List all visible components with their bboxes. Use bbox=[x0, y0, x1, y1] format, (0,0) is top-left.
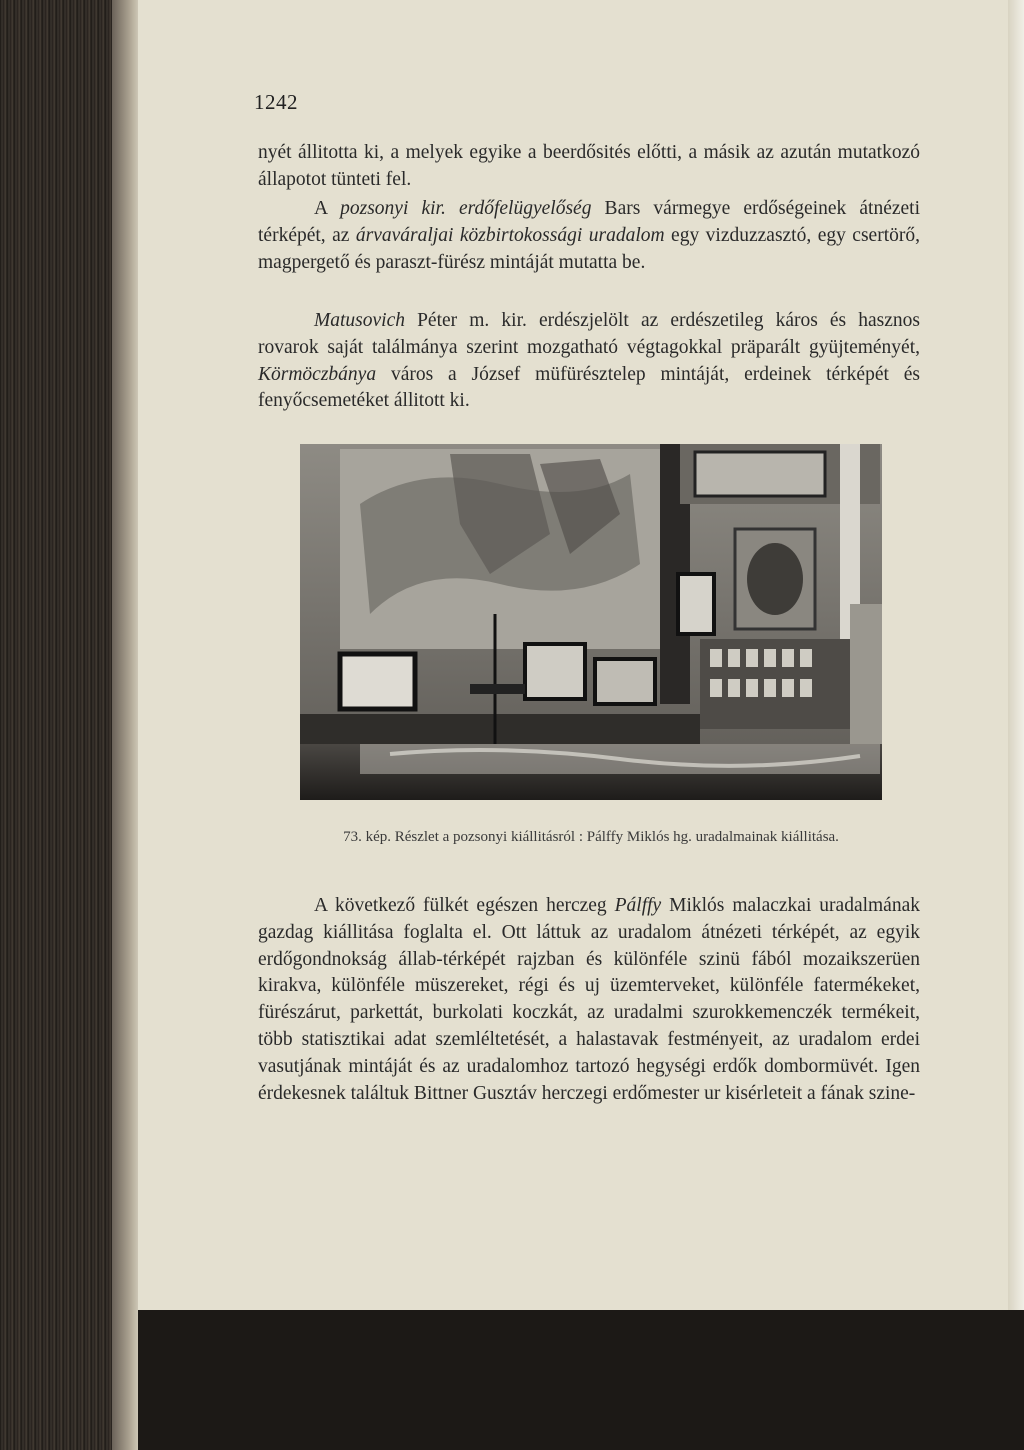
exhibition-photograph bbox=[300, 444, 882, 800]
paragraph-4-part: A következő fülkét egészen herczeg bbox=[314, 895, 615, 916]
scan-background bbox=[138, 1310, 1024, 1450]
paragraph-3-italic: Matusovich bbox=[314, 310, 405, 331]
paragraph-1-text: nyét állitotta ki, a melyek egyike a beerdősités előtti, a másik az azután mutatkozó állapotot tünteti fel. bbox=[258, 142, 920, 190]
paragraph-2-part: Bars vármegye erdőségeinek átnézeti térképét, az bbox=[258, 198, 920, 246]
page-right-edge bbox=[1008, 0, 1024, 1310]
book-gutter bbox=[112, 0, 140, 1450]
paragraph-3-part: Péter m. kir. erdészjelölt az erdészetileg káros és hasznos rovarok saját találmánya szerint mozgatható végtagokkal präparált gyüjteményét, bbox=[258, 310, 920, 358]
paragraph-4-part: Miklós malaczkai uradalmának gazdag kiállitása foglalta el. Ott láttuk az uradalom átnézeti térképét, az egyik erdőgondnokság állab-térképét rajzban és különféle szinü fából mozaikszerüen kirakva, különféle müszereket, régi és uj üzemterveket, különféle fatermékeket, fürészárut, parkettát, burkolati koczkát, az uradalmi szurokkemenczék termékeit, több statisztikai adat szemléltetését, a halastavak festményeit, az uradalom erdei vasutjának mintáját és az uradalomhoz tartozó hegységi erdők dombormüvét. Igen érdekesnek találtuk Bittner Gusztáv herczegi erdőmester ur kisérleteit a fának szine- bbox=[258, 895, 920, 1104]
paragraph-2-italic: pozsonyi kir. erdőfelügyelőség bbox=[340, 198, 592, 219]
paragraph-2-italic: árvaváraljai közbirtokossági uradalom bbox=[355, 224, 665, 246]
paragraph-3-part: város a József müfürésztelep mintáját, erdeinek térképét és fenyőcsemetéket állitott ki. bbox=[258, 363, 920, 412]
page-number: 1242 bbox=[254, 90, 298, 114]
figure-caption: 73. kép. Részlet a pozsonyi kiállitásról : Pálffy Miklós hg. uradalmainak kiállitása. bbox=[343, 829, 839, 845]
photo-illustration bbox=[300, 444, 882, 800]
paragraph-4-italic: Pálffy bbox=[614, 895, 662, 916]
paragraph-2-part: egy vizduzzasztó, egy csertörő, magpergető és paraszt-fürész mintáját mutatta be. bbox=[258, 224, 920, 273]
paragraph-4 bbox=[258, 893, 920, 1107]
paragraph-1 bbox=[258, 140, 920, 194]
paragraph-2-part: A bbox=[314, 198, 341, 219]
paragraph-3-italic: Körmöczbánya bbox=[258, 363, 377, 385]
paragraph-3 bbox=[258, 308, 920, 415]
paragraph-2 bbox=[258, 196, 920, 276]
